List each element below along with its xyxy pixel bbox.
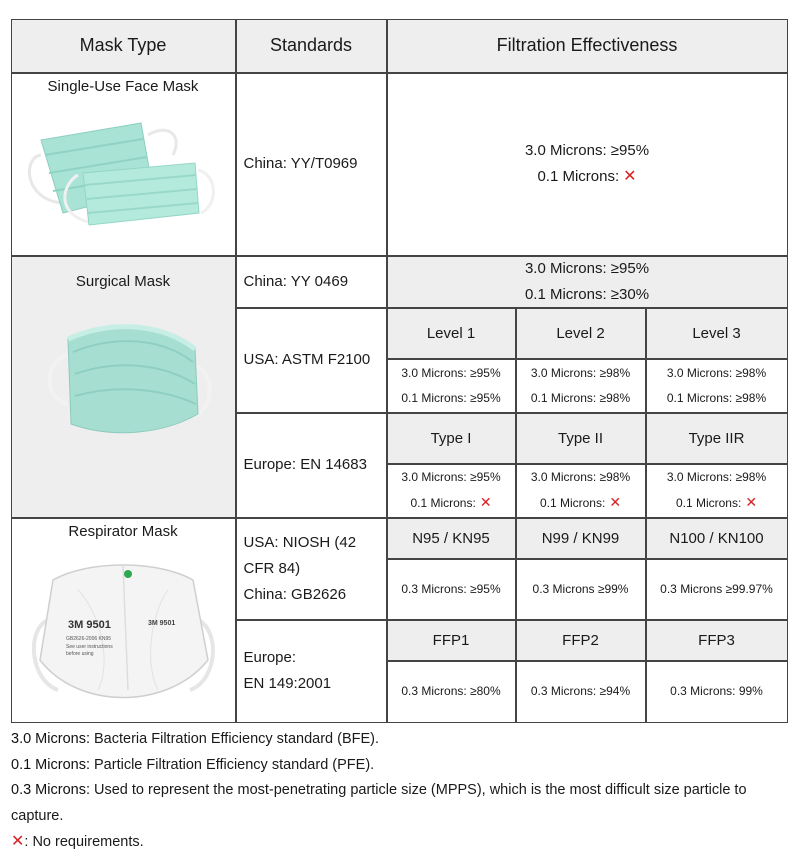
n100-label: N100 / KN100 [669, 529, 764, 547]
ffp1-value [387, 661, 516, 723]
n100-value [646, 559, 788, 620]
surgical-china-line1: 3.0 Microns: ≥95% [524, 259, 650, 277]
surgical-mask-cell [11, 256, 236, 518]
surgical-china-line2: 0.1 Microns: ≥30% [524, 285, 650, 303]
ffp2-value [516, 661, 646, 723]
footnote-bfe-term: 3.0 Microns: [11, 731, 90, 747]
footnote-mpps-text: Used to represent the most-penetrating particle size (MPPS), which is the most difficult size particle to capture. [11, 782, 747, 824]
surgical-europe-standard [236, 413, 387, 518]
footnote-bfe-text: Bacteria Filtration Efficiency standard (BFE). [94, 731, 380, 747]
single-use-efficiency [387, 73, 788, 256]
ffp1-value-text: 0.3 Microns: ≥80% [401, 684, 501, 698]
n99-label: N99 / KN99 [541, 529, 620, 547]
surgical-type-ii-header [516, 413, 646, 464]
n95-value-text: 0.3 Microns: ≥95% [401, 581, 501, 596]
header-mask-type [11, 19, 236, 73]
ffp1-header [387, 620, 516, 661]
respirator-mask-cell [11, 518, 236, 723]
level-1-label: Level 1 [426, 324, 476, 342]
ffp3-label: FFP3 [698, 631, 735, 649]
x-mark-icon: ✕ [623, 168, 637, 185]
surgical-mask-name: Surgical Mask [75, 272, 171, 290]
surgical-level-1-header [387, 308, 516, 359]
surgical-level-1-values [387, 359, 516, 413]
surgical-europe-code: EN 14683 [300, 456, 367, 473]
level-3-line2: 0.1 Microns: ≥98% [666, 390, 767, 405]
mask-print-note2: before using [66, 650, 94, 657]
surgical-europe-region: Europe: [243, 456, 297, 473]
level-1-line1: 3.0 Microns: ≥95% [401, 365, 501, 380]
ffp1-label: FFP1 [432, 631, 470, 649]
type-iir-label: Type IIR [688, 429, 745, 447]
x-mark-icon: ✕ [11, 833, 25, 850]
n95-header [387, 518, 516, 559]
ffp3-header [646, 620, 788, 661]
surgical-type-i-values [387, 464, 516, 518]
x-mark-icon: ✕ [745, 494, 758, 510]
type-i-label: Type I [430, 429, 472, 447]
surgical-level-3-header [646, 308, 788, 359]
header-mask-type-label: Mask Type [79, 35, 167, 55]
level-2-line2: 0.1 Microns: ≥98% [530, 390, 631, 405]
footnote-no-req [11, 829, 791, 856]
ffp3-value [646, 661, 788, 723]
single-use-region: China: [243, 155, 287, 172]
respirator-mask-image [18, 540, 228, 715]
surgical-type-ii-values [516, 464, 646, 518]
type-iir-line1: 3.0 Microns: ≥98% [666, 470, 767, 484]
surgical-type-iir-values [646, 464, 788, 518]
single-use-mask-cell [11, 73, 236, 256]
respirator-china-region: China: [243, 585, 287, 603]
respirator-europe-standard [236, 620, 387, 723]
type-ii-label: Type II [557, 429, 604, 447]
n99-header [516, 518, 646, 559]
n95-value [387, 559, 516, 620]
footnote-pfe-text: Particle Filtration Efficiency standard (PFE). [94, 756, 375, 773]
single-use-eff-line1: 3.0 Microns: ≥95% [524, 142, 650, 159]
n99-value-text: 0.3 Microns ≥99% [532, 581, 629, 596]
mask-print-model-side: 3M 9501 [148, 619, 176, 627]
single-use-standard [236, 73, 387, 256]
surgical-china-region: China: [243, 272, 287, 290]
respirator-usa-code: NIOSH (42 CFR 84) [243, 533, 357, 577]
n100-value-text: 0.3 Microns ≥99.97% [660, 581, 773, 596]
respirator-europe-region: Europe: [243, 649, 297, 666]
level-2-line1: 3.0 Microns: ≥98% [530, 365, 631, 380]
mask-print-model: 3M 9501 [68, 618, 111, 631]
type-i-line1: 3.0 Microns: ≥95% [401, 470, 501, 484]
surgical-level-3-values [646, 359, 788, 413]
single-use-eff-line2: 0.1 Microns: [537, 168, 620, 185]
surgical-china-efficiency [387, 256, 788, 308]
surgical-usa-standard [236, 308, 387, 413]
respirator-europe-code: EN 149:2001 [243, 675, 332, 692]
surgical-level-2-values [516, 359, 646, 413]
footnotes [11, 727, 791, 856]
ffp2-label: FFP2 [562, 631, 599, 649]
mask-print-std: GB2626-2006 KN95 [66, 635, 112, 642]
level-3-label: Level 3 [692, 324, 741, 342]
n95-label: N95 / KN95 [412, 529, 490, 547]
surgical-type-i-header [387, 413, 516, 464]
type-ii-line2: 0.1 Microns: [539, 496, 606, 510]
type-i-line2: 0.1 Microns: [410, 496, 476, 510]
ffp2-header [516, 620, 646, 661]
x-mark-icon: ✕ [479, 494, 492, 510]
n99-value [516, 559, 646, 620]
surgical-level-2-header [516, 308, 646, 359]
level-1-line2: 0.1 Microns: ≥95% [401, 390, 501, 405]
header-filtration [387, 19, 788, 73]
surgical-china-standard [236, 256, 387, 308]
mask-print-note1: See user instructions [66, 643, 113, 650]
surgical-usa-region: USA: [243, 351, 279, 368]
ffp3-value-text: 0.3 Microns: 99% [670, 684, 763, 698]
level-2-label: Level 2 [556, 324, 605, 342]
n100-header [646, 518, 788, 559]
type-ii-line1: 3.0 Microns: ≥98% [530, 470, 631, 484]
footnote-pfe [11, 753, 791, 779]
footnote-bfe [11, 727, 791, 753]
footnote-pfe-term: 0.1 Microns: [11, 756, 90, 773]
ffp2-value-text: 0.3 Microns: ≥94% [530, 684, 631, 698]
respirator-mask-name: Respirator Mask [68, 522, 178, 540]
surgical-usa-code: ASTM F2100 [281, 351, 371, 368]
level-3-line1: 3.0 Microns: ≥98% [666, 365, 767, 380]
respirator-china-code: GB2626 [291, 585, 347, 603]
single-use-mask-image [23, 95, 223, 235]
footnote-mpps [11, 778, 791, 829]
surgical-mask-image [23, 304, 223, 454]
respirator-usa-china-standard [236, 518, 387, 620]
surgical-china-code: YY 0469 [290, 272, 349, 290]
surgical-type-iir-header [646, 413, 788, 464]
type-iir-line2: 0.1 Microns: [675, 496, 742, 510]
footnote-no-req-text: : No requirements. [24, 834, 144, 850]
x-mark-icon: ✕ [609, 494, 622, 510]
single-use-code: YY/T0969 [290, 155, 358, 172]
mask-comparison-table [11, 19, 788, 723]
header-filtration-label: Filtration Effectiveness [496, 35, 678, 55]
header-standards [236, 19, 387, 73]
header-standards-label: Standards [269, 35, 353, 55]
single-use-mask-name: Single-Use Face Mask [47, 77, 199, 95]
respirator-usa-region: USA: [243, 533, 279, 551]
footnote-mpps-term: 0.3 Microns: [11, 782, 90, 798]
